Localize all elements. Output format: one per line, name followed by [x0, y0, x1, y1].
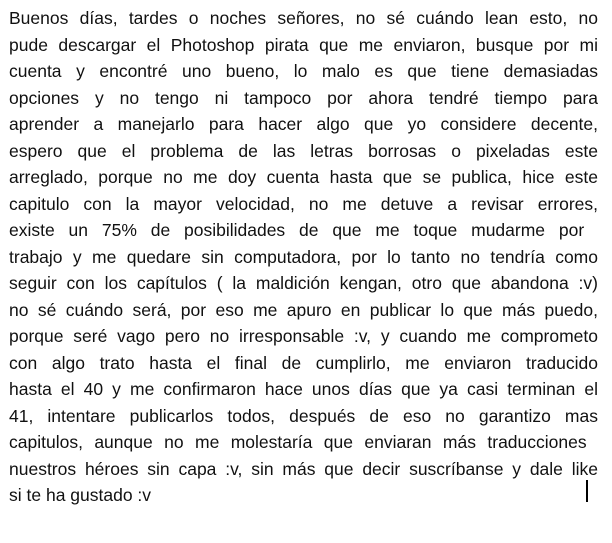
text-line: aprender a manejarlo para hacer algo que yo considere decente, [9, 114, 598, 134]
text-line: Buenos días, tardes o noches señores, no sé cuándo lean esto, no [9, 8, 598, 28]
text-line: capitulos, aunque no me molestaría que enviaran más traducciones [9, 432, 587, 452]
text-line: no sé cuándo será, por eso me apuro en publicar lo que más puedo, [9, 299, 598, 320]
text-line: trabajo y me quedare sin computadora, por lo tanto no tendría como [9, 246, 598, 267]
text-line: arreglado, porque no me doy cuenta hasta que se publica, hice este [9, 167, 598, 187]
text-line: existe un 75% de posibilidades de que me toque mudarme por [9, 220, 585, 240]
text-line: nuestros héroes sin capa :v, sin más que decir suscríbanse y dale like [9, 458, 598, 479]
document-body[interactable] [9, 0, 598, 509]
text-line: cuenta y encontré uno bueno, lo malo es que tiene demasiadas [9, 61, 598, 81]
text-line: porque seré vago pero no irresponsable :v, y cuando me comprometo [9, 326, 598, 346]
text-line: si te ha gustado :v [9, 485, 152, 505]
text-line: capitulo con la mayor velocidad, no me detuve a revisar errores, [9, 193, 598, 214]
text-line: opciones y no tengo ni tampoco por ahora tendré tiempo para [9, 87, 598, 108]
text-line: con algo trato hasta el final de cumplirlo, me enviaron traducido [9, 352, 598, 373]
text-line: 41, intentare publicarlos todos, después de eso no garantizo mas [9, 405, 598, 426]
text-line: hasta el 40 y me confirmaron hace unos días que ya casi terminan el [9, 379, 598, 399]
text-line: pude descargar el Photoshop pirata que me enviaron, busque por mi [9, 34, 598, 55]
text-cursor [586, 480, 588, 502]
text-line: espero que el problema de las letras borrosas o pixeladas este [9, 140, 598, 161]
text-line: seguir con los capítulos ( la maldición kengan, otro que abandona :v) [9, 273, 598, 293]
